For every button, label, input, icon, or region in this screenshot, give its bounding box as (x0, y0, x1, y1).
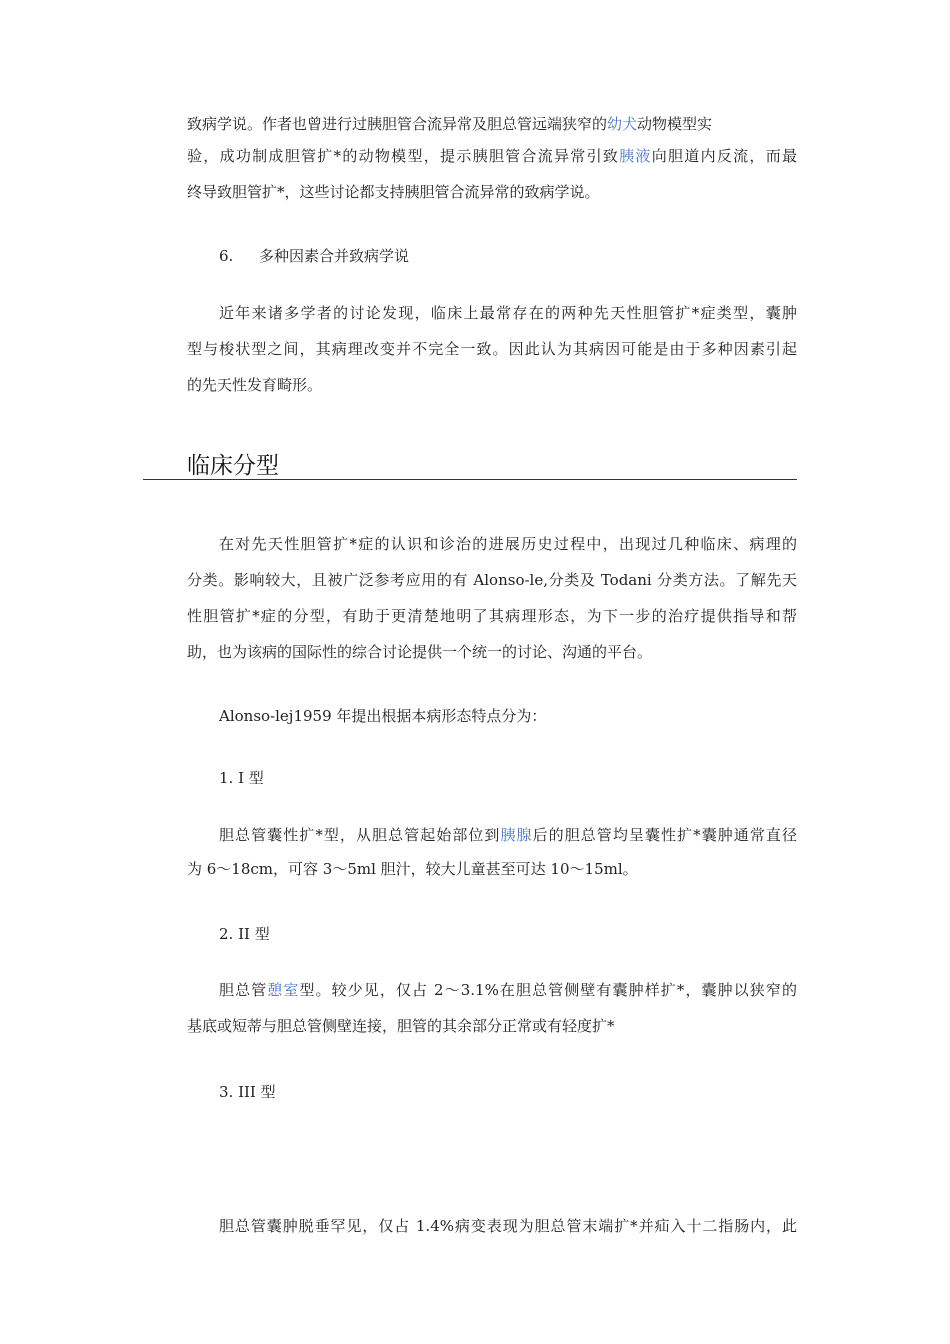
paragraph-line: Alonso-lej1959 年提出根据本病形态特点分为： (219, 707, 547, 725)
paragraph-line: 型与梭状型之间，其病理改变并不完全一致。因此认为其病因可能是由于多种因素引起 (187, 340, 797, 358)
paragraph-line: 近年来诸多学者的讨论发现，临床上最常存在的两种先天性胆管扩*症类型，囊肿 (219, 304, 797, 322)
paragraph-line: 为 6〜18cm，可容 3〜5ml 胆汁，较大儿童甚至可达 10〜15ml。 (187, 860, 638, 878)
link-diverticulum[interactable]: 憩室 (267, 981, 300, 999)
paragraph-line: 性胆管扩*症的分型，有助于更清楚地明了其病理形态，为下一步的治疗提供指导和帮 (187, 607, 797, 625)
paragraph-line: 基底或短蒂与胆总管侧壁连接，胆管的其余部分正常或有轻度扩* (187, 1017, 615, 1035)
paragraph-line: 终导致胆管扩*，这些讨论都支持胰胆管合流异常的致病学说。 (187, 183, 600, 201)
paragraph-line: 分类。影响较大，且被广泛参考应用的有 Alonso-le,分类及 Todani 分类方法。了解先天 (187, 571, 797, 589)
paragraph-line (219, 825, 797, 845)
type-3-title: 3. III 型 (219, 1083, 276, 1101)
paragraph-line: 的先天性发育畸形。 (187, 376, 323, 394)
text-span: 验，成功制成胆管扩*的动物模型，提示胰胆管合流异常引致 (187, 147, 620, 165)
text-span: 后的胆总管均呈囊性扩*囊肿通常直径 (532, 826, 797, 844)
paragraph-line (187, 146, 797, 166)
link-pancreatic-juice[interactable]: 胰液 (619, 147, 652, 165)
paragraph-line (187, 114, 797, 134)
text-span: 向胆道内反流，而最 (651, 147, 797, 165)
text-span: 胆总管囊性扩*型，从胆总管起始部位到 (219, 826, 501, 844)
paragraph-line: 胆总管囊肿脱垂罕见，仅占 1.4%病变表现为胆总管末端扩*并疝入十二指肠内，此 (219, 1217, 797, 1235)
list-item-6 (219, 246, 797, 266)
type-1-title: 1. I 型 (219, 769, 264, 787)
heading-rule (143, 479, 797, 480)
link-puppy[interactable]: 幼犬 (607, 115, 638, 133)
paragraph-line (219, 980, 797, 1000)
text-span: 动物模型实 (637, 115, 713, 133)
type-2-title: 2. II 型 (219, 925, 270, 943)
paragraph-line: 助，也为该病的国际性的综合讨论提供一个统一的讨论、沟通的平台。 (187, 643, 653, 661)
text-span: 胆总管 (219, 981, 268, 999)
text-span: 致病学说。作者也曾进行过胰胆管合流异常及胆总管远端狭窄的 (187, 115, 608, 133)
section-title: 临床分型 (187, 453, 279, 479)
list-item-text: 多种因素合并致病学说 (259, 247, 410, 265)
text-span: 型。较少见，仅占 2〜3.1%在胆总管侧壁有囊肿样扩*，囊肿以狭窄的 (299, 981, 797, 999)
paragraph-line: 在对先天性胆管扩*症的认识和诊治的进展历史过程中，出现过几种临床、病理的 (219, 535, 797, 553)
link-pancreas[interactable]: 胰腺 (500, 826, 533, 844)
list-number: 6. (219, 247, 234, 265)
